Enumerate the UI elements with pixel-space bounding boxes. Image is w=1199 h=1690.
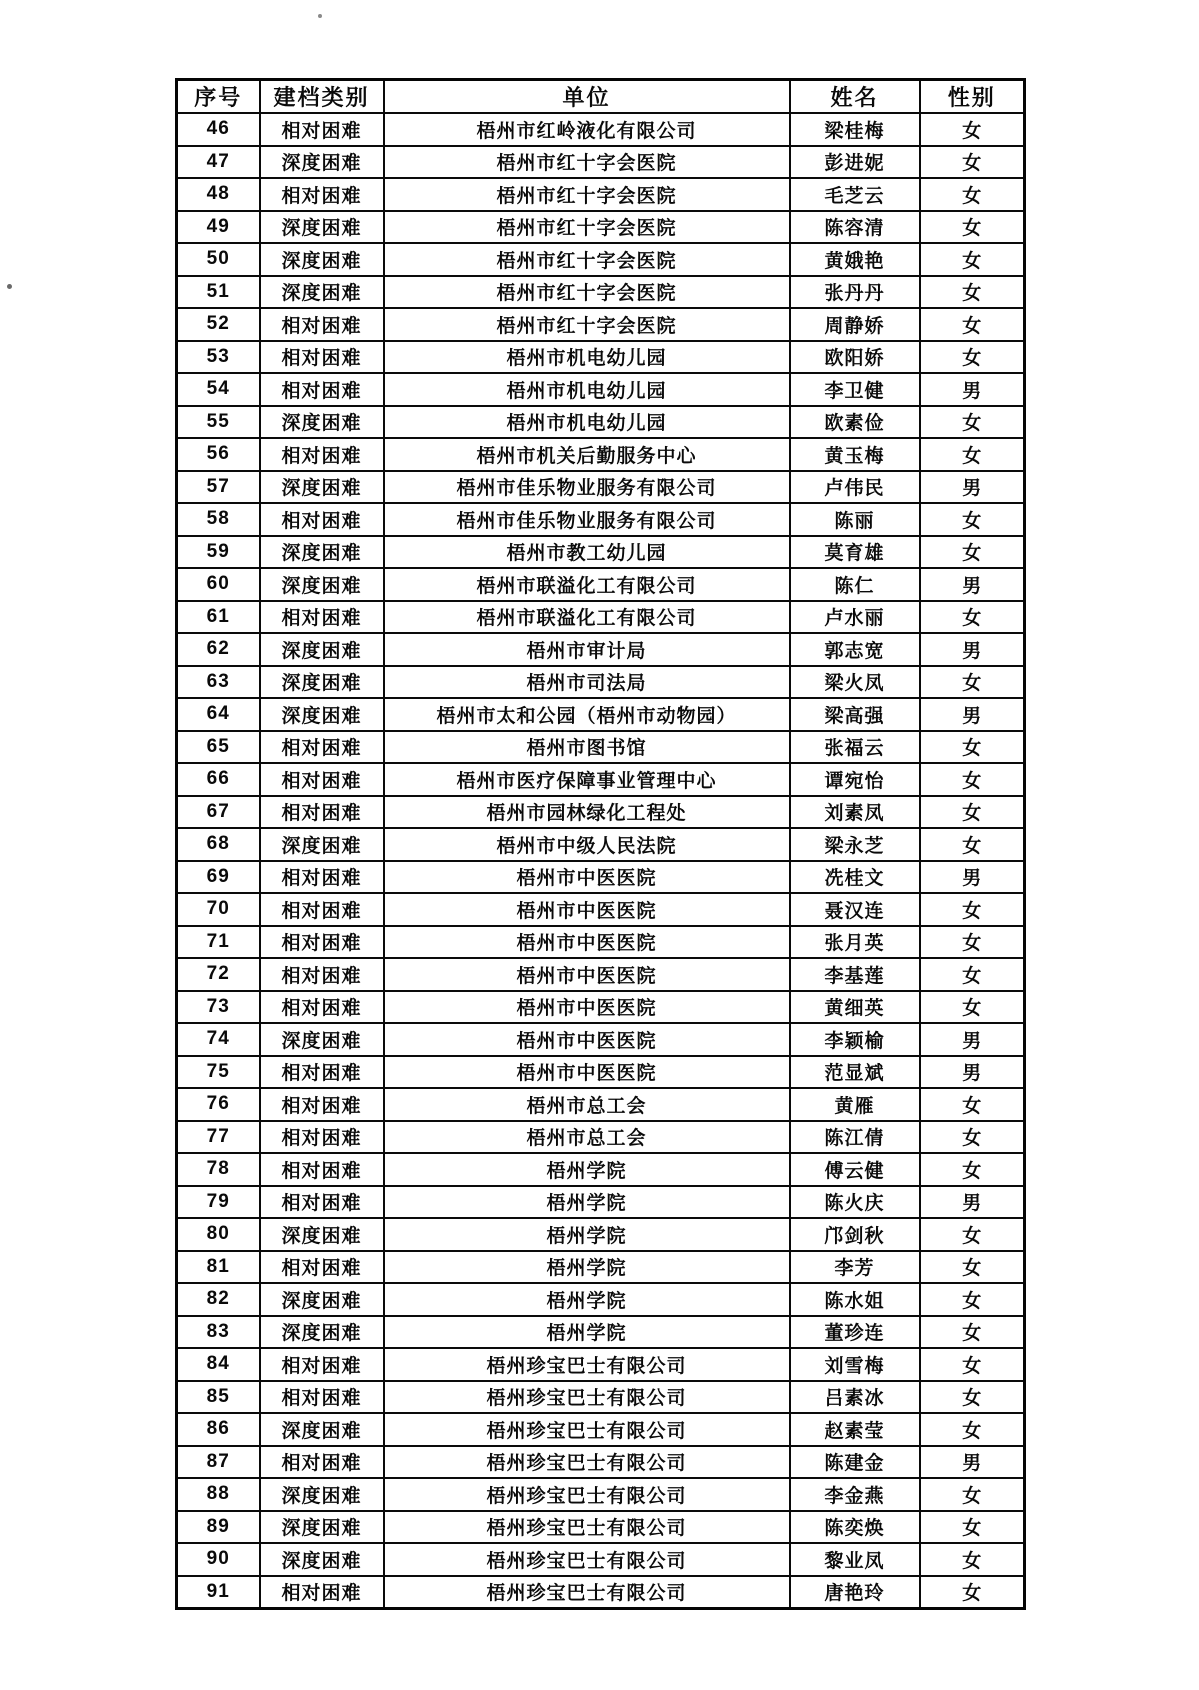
cell-gender: 男 <box>920 698 1025 731</box>
cell-unit: 梧州市审计局 <box>384 633 790 666</box>
cell-category: 相对困难 <box>260 308 384 341</box>
table-row <box>177 698 1025 731</box>
table-row <box>177 828 1025 861</box>
cell-category: 相对困难 <box>260 1381 384 1414</box>
cell-name: 黄娥艳 <box>790 243 920 276</box>
cell-category: 相对困难 <box>260 893 384 926</box>
table-row <box>177 536 1025 569</box>
cell-index: 83 <box>177 1316 260 1349</box>
cell-unit: 梧州市中医医院 <box>384 958 790 991</box>
cell-category: 相对困难 <box>260 1153 384 1186</box>
cell-unit: 梧州市红十字会医院 <box>384 243 790 276</box>
cell-category: 相对困难 <box>260 601 384 634</box>
table-row <box>177 341 1025 374</box>
cell-name: 李颖榆 <box>790 1023 920 1056</box>
cell-category: 深度困难 <box>260 536 384 569</box>
cell-index: 53 <box>177 341 260 374</box>
table-row <box>177 471 1025 504</box>
cell-unit: 梧州市红十字会医院 <box>384 146 790 179</box>
cell-category: 深度困难 <box>260 698 384 731</box>
cell-category: 相对困难 <box>260 438 384 471</box>
cell-gender: 男 <box>920 373 1025 406</box>
cell-gender: 男 <box>920 1186 1025 1219</box>
cell-category: 深度困难 <box>260 568 384 601</box>
cell-name: 谭宛怡 <box>790 763 920 796</box>
cell-index: 64 <box>177 698 260 731</box>
cell-name: 莫育雄 <box>790 536 920 569</box>
cell-gender: 女 <box>920 828 1025 861</box>
cell-gender: 女 <box>920 146 1025 179</box>
cell-gender: 女 <box>920 1478 1025 1511</box>
cell-name: 范显斌 <box>790 1056 920 1089</box>
cell-category: 相对困难 <box>260 373 384 406</box>
cell-gender: 女 <box>920 1511 1025 1544</box>
cell-index: 78 <box>177 1153 260 1186</box>
cell-category: 深度困难 <box>260 1218 384 1251</box>
cell-gender: 女 <box>920 341 1025 374</box>
cell-index: 54 <box>177 373 260 406</box>
cell-index: 89 <box>177 1511 260 1544</box>
cell-category: 深度困难 <box>260 1316 384 1349</box>
cell-name: 张丹丹 <box>790 276 920 309</box>
cell-category: 深度困难 <box>260 1023 384 1056</box>
cell-index: 91 <box>177 1576 260 1609</box>
table-row <box>177 1381 1025 1414</box>
cell-index: 73 <box>177 991 260 1024</box>
cell-name: 李卫健 <box>790 373 920 406</box>
cell-index: 84 <box>177 1348 260 1381</box>
cell-category: 相对困难 <box>260 958 384 991</box>
cell-category: 深度困难 <box>260 1478 384 1511</box>
cell-category: 相对困难 <box>260 991 384 1024</box>
cell-unit: 梧州市太和公园（梧州市动物园） <box>384 698 790 731</box>
cell-gender: 女 <box>920 893 1025 926</box>
table-row <box>177 796 1025 829</box>
cell-gender: 女 <box>920 1121 1025 1154</box>
cell-category: 相对困难 <box>260 1121 384 1154</box>
cell-name: 彭进妮 <box>790 146 920 179</box>
cell-name: 陈奕焕 <box>790 1511 920 1544</box>
table-row <box>177 178 1025 211</box>
cell-index: 62 <box>177 633 260 666</box>
cell-gender: 女 <box>920 991 1025 1024</box>
table-row <box>177 1056 1025 1089</box>
cell-gender: 女 <box>920 958 1025 991</box>
cell-unit: 梧州市中医医院 <box>384 861 790 894</box>
cell-index: 82 <box>177 1283 260 1316</box>
cell-category: 相对困难 <box>260 1088 384 1121</box>
cell-category: 相对困难 <box>260 796 384 829</box>
cell-unit: 梧州珍宝巴士有限公司 <box>384 1576 790 1609</box>
cell-unit: 梧州珍宝巴士有限公司 <box>384 1543 790 1576</box>
cell-index: 87 <box>177 1446 260 1479</box>
cell-gender: 女 <box>920 1413 1025 1446</box>
cell-name: 卢水丽 <box>790 601 920 634</box>
cell-index: 55 <box>177 406 260 439</box>
cell-name: 李金燕 <box>790 1478 920 1511</box>
cell-name: 邝剑秋 <box>790 1218 920 1251</box>
scan-speck <box>318 14 322 18</box>
cell-gender: 女 <box>920 276 1025 309</box>
cell-unit: 梧州学院 <box>384 1186 790 1219</box>
cell-unit: 梧州市红十字会医院 <box>384 276 790 309</box>
cell-gender: 女 <box>920 211 1025 244</box>
column-header-unit: 单位 <box>384 80 790 114</box>
cell-index: 72 <box>177 958 260 991</box>
cell-unit: 梧州市总工会 <box>384 1121 790 1154</box>
table-row <box>177 211 1025 244</box>
cell-gender: 女 <box>920 731 1025 764</box>
cell-name: 陈水姐 <box>790 1283 920 1316</box>
cell-index: 76 <box>177 1088 260 1121</box>
cell-name: 刘雪梅 <box>790 1348 920 1381</box>
cell-name: 欧阳娇 <box>790 341 920 374</box>
table-row <box>177 763 1025 796</box>
cell-category: 深度困难 <box>260 666 384 699</box>
cell-unit: 梧州市机电幼儿园 <box>384 406 790 439</box>
table-row <box>177 1316 1025 1349</box>
cell-gender: 女 <box>920 406 1025 439</box>
cell-name: 李芳 <box>790 1251 920 1284</box>
cell-gender: 女 <box>920 503 1025 536</box>
table-row <box>177 308 1025 341</box>
cell-index: 50 <box>177 243 260 276</box>
cell-index: 67 <box>177 796 260 829</box>
table-row <box>177 893 1025 926</box>
cell-gender: 女 <box>920 796 1025 829</box>
cell-unit: 梧州市总工会 <box>384 1088 790 1121</box>
cell-index: 46 <box>177 113 260 146</box>
roster-table-grid <box>175 78 1026 1610</box>
cell-gender: 女 <box>920 1251 1025 1284</box>
cell-gender: 女 <box>920 113 1025 146</box>
cell-category: 相对困难 <box>260 763 384 796</box>
table-row <box>177 243 1025 276</box>
cell-name: 李基莲 <box>790 958 920 991</box>
cell-category: 相对困难 <box>260 503 384 536</box>
cell-name: 陈火庆 <box>790 1186 920 1219</box>
cell-name: 黄细英 <box>790 991 920 1024</box>
cell-name: 陈江倩 <box>790 1121 920 1154</box>
cell-category: 深度困难 <box>260 828 384 861</box>
cell-index: 65 <box>177 731 260 764</box>
cell-unit: 梧州市司法局 <box>384 666 790 699</box>
table-row <box>177 568 1025 601</box>
cell-unit: 梧州学院 <box>384 1251 790 1284</box>
cell-category: 相对困难 <box>260 861 384 894</box>
cell-index: 59 <box>177 536 260 569</box>
cell-index: 74 <box>177 1023 260 1056</box>
cell-category: 深度困难 <box>260 243 384 276</box>
cell-unit: 梧州学院 <box>384 1218 790 1251</box>
cell-gender: 女 <box>920 243 1025 276</box>
cell-name: 梁永芝 <box>790 828 920 861</box>
cell-category: 相对困难 <box>260 926 384 959</box>
cell-unit: 梧州珍宝巴士有限公司 <box>384 1381 790 1414</box>
table-row <box>177 1218 1025 1251</box>
cell-unit: 梧州学院 <box>384 1153 790 1186</box>
table-row <box>177 113 1025 146</box>
cell-unit: 梧州学院 <box>384 1283 790 1316</box>
table-row <box>177 373 1025 406</box>
cell-unit: 梧州市机关后勤服务中心 <box>384 438 790 471</box>
cell-unit: 梧州市教工幼儿园 <box>384 536 790 569</box>
table-row <box>177 1348 1025 1381</box>
table-row <box>177 633 1025 666</box>
cell-index: 90 <box>177 1543 260 1576</box>
cell-gender: 女 <box>920 1543 1025 1576</box>
cell-name: 周静娇 <box>790 308 920 341</box>
cell-category: 深度困难 <box>260 1511 384 1544</box>
cell-index: 63 <box>177 666 260 699</box>
cell-gender: 女 <box>920 1316 1025 1349</box>
column-header-name: 姓名 <box>790 80 920 114</box>
table-row <box>177 926 1025 959</box>
cell-name: 赵素莹 <box>790 1413 920 1446</box>
table-body <box>177 113 1025 1609</box>
cell-unit: 梧州市联溢化工有限公司 <box>384 568 790 601</box>
table-header-row <box>177 80 1025 114</box>
table-row <box>177 666 1025 699</box>
cell-unit: 梧州市中医医院 <box>384 991 790 1024</box>
table-row <box>177 1478 1025 1511</box>
table-row <box>177 1543 1025 1576</box>
table-row <box>177 991 1025 1024</box>
cell-index: 66 <box>177 763 260 796</box>
cell-name: 陈丽 <box>790 503 920 536</box>
table-row <box>177 146 1025 179</box>
table-row <box>177 1121 1025 1154</box>
table-row <box>177 406 1025 439</box>
table-row <box>177 1446 1025 1479</box>
cell-unit: 梧州市图书馆 <box>384 731 790 764</box>
table-row <box>177 1576 1025 1609</box>
table-row <box>177 1413 1025 1446</box>
cell-gender: 男 <box>920 1023 1025 1056</box>
cell-index: 86 <box>177 1413 260 1446</box>
cell-category: 相对困难 <box>260 1446 384 1479</box>
cell-index: 61 <box>177 601 260 634</box>
cell-unit: 梧州市医疗保障事业管理中心 <box>384 763 790 796</box>
cell-category: 相对困难 <box>260 1186 384 1219</box>
table-row <box>177 958 1025 991</box>
cell-unit: 梧州市中医医院 <box>384 893 790 926</box>
cell-unit: 梧州市中医医院 <box>384 1023 790 1056</box>
table-row <box>177 1511 1025 1544</box>
roster-table <box>175 78 1023 1610</box>
cell-index: 80 <box>177 1218 260 1251</box>
cell-name: 梁火凤 <box>790 666 920 699</box>
cell-category: 深度困难 <box>260 1283 384 1316</box>
cell-index: 81 <box>177 1251 260 1284</box>
cell-category: 深度困难 <box>260 1543 384 1576</box>
cell-category: 相对困难 <box>260 178 384 211</box>
table-row <box>177 601 1025 634</box>
cell-gender: 女 <box>920 666 1025 699</box>
cell-unit: 梧州市园林绿化工程处 <box>384 796 790 829</box>
cell-unit: 梧州市机电幼儿园 <box>384 341 790 374</box>
cell-gender: 女 <box>920 1283 1025 1316</box>
cell-unit: 梧州市佳乐物业服务有限公司 <box>384 471 790 504</box>
cell-unit: 梧州市中医医院 <box>384 926 790 959</box>
cell-index: 75 <box>177 1056 260 1089</box>
cell-gender: 男 <box>920 633 1025 666</box>
cell-category: 相对困难 <box>260 1576 384 1609</box>
cell-unit: 梧州市机电幼儿园 <box>384 373 790 406</box>
cell-gender: 女 <box>920 601 1025 634</box>
cell-name: 唐艳玲 <box>790 1576 920 1609</box>
cell-category: 相对困难 <box>260 1251 384 1284</box>
cell-name: 梁桂梅 <box>790 113 920 146</box>
cell-gender: 男 <box>920 1446 1025 1479</box>
cell-name: 冼桂文 <box>790 861 920 894</box>
cell-unit: 梧州珍宝巴士有限公司 <box>384 1511 790 1544</box>
cell-index: 79 <box>177 1186 260 1219</box>
cell-name: 郭志宽 <box>790 633 920 666</box>
table-row <box>177 1153 1025 1186</box>
cell-gender: 女 <box>920 926 1025 959</box>
cell-gender: 男 <box>920 1056 1025 1089</box>
column-header-gender: 性别 <box>920 80 1025 114</box>
table-row <box>177 1023 1025 1056</box>
cell-category: 深度困难 <box>260 1413 384 1446</box>
cell-unit: 梧州市红十字会医院 <box>384 178 790 211</box>
cell-name: 聂汉连 <box>790 893 920 926</box>
cell-category: 深度困难 <box>260 276 384 309</box>
cell-category: 相对困难 <box>260 1056 384 1089</box>
cell-name: 黄玉梅 <box>790 438 920 471</box>
cell-gender: 男 <box>920 861 1025 894</box>
cell-index: 58 <box>177 503 260 536</box>
cell-gender: 女 <box>920 308 1025 341</box>
column-header-index: 序号 <box>177 80 260 114</box>
cell-index: 56 <box>177 438 260 471</box>
table-row <box>177 1088 1025 1121</box>
cell-index: 70 <box>177 893 260 926</box>
cell-unit: 梧州珍宝巴士有限公司 <box>384 1413 790 1446</box>
cell-index: 77 <box>177 1121 260 1154</box>
cell-category: 深度困难 <box>260 633 384 666</box>
cell-category: 相对困难 <box>260 341 384 374</box>
cell-name: 吕素冰 <box>790 1381 920 1414</box>
cell-unit: 梧州珍宝巴士有限公司 <box>384 1348 790 1381</box>
table-row <box>177 503 1025 536</box>
cell-category: 相对困难 <box>260 1348 384 1381</box>
cell-gender: 女 <box>920 178 1025 211</box>
cell-name: 卢伟民 <box>790 471 920 504</box>
cell-category: 相对困难 <box>260 113 384 146</box>
cell-index: 69 <box>177 861 260 894</box>
cell-name: 陈容清 <box>790 211 920 244</box>
cell-unit: 梧州市佳乐物业服务有限公司 <box>384 503 790 536</box>
cell-unit: 梧州市红十字会医院 <box>384 308 790 341</box>
cell-index: 60 <box>177 568 260 601</box>
cell-name: 黄雁 <box>790 1088 920 1121</box>
cell-unit: 梧州学院 <box>384 1316 790 1349</box>
cell-index: 57 <box>177 471 260 504</box>
cell-unit: 梧州市中医医院 <box>384 1056 790 1089</box>
cell-name: 梁高强 <box>790 698 920 731</box>
cell-gender: 女 <box>920 1381 1025 1414</box>
table-row <box>177 276 1025 309</box>
cell-unit: 梧州珍宝巴士有限公司 <box>384 1446 790 1479</box>
cell-name: 刘素凤 <box>790 796 920 829</box>
table-row <box>177 1186 1025 1219</box>
column-header-category: 建档类别 <box>260 80 384 114</box>
cell-name: 陈建金 <box>790 1446 920 1479</box>
cell-index: 88 <box>177 1478 260 1511</box>
cell-index: 51 <box>177 276 260 309</box>
cell-gender: 女 <box>920 1218 1025 1251</box>
cell-name: 张月英 <box>790 926 920 959</box>
cell-name: 欧素俭 <box>790 406 920 439</box>
cell-category: 深度困难 <box>260 471 384 504</box>
cell-gender: 女 <box>920 438 1025 471</box>
cell-gender: 女 <box>920 1348 1025 1381</box>
cell-gender: 男 <box>920 471 1025 504</box>
table-row <box>177 1283 1025 1316</box>
cell-name: 陈仁 <box>790 568 920 601</box>
cell-gender: 男 <box>920 568 1025 601</box>
cell-name: 张福云 <box>790 731 920 764</box>
cell-category: 相对困难 <box>260 731 384 764</box>
table-row <box>177 861 1025 894</box>
cell-index: 85 <box>177 1381 260 1414</box>
cell-gender: 女 <box>920 1576 1025 1609</box>
cell-index: 71 <box>177 926 260 959</box>
table-row <box>177 1251 1025 1284</box>
table-row <box>177 438 1025 471</box>
cell-unit: 梧州珍宝巴士有限公司 <box>384 1478 790 1511</box>
table-row <box>177 731 1025 764</box>
cell-name: 傅云健 <box>790 1153 920 1186</box>
cell-index: 49 <box>177 211 260 244</box>
cell-unit: 梧州市红十字会医院 <box>384 211 790 244</box>
cell-index: 48 <box>177 178 260 211</box>
cell-category: 深度困难 <box>260 211 384 244</box>
cell-gender: 女 <box>920 763 1025 796</box>
cell-index: 52 <box>177 308 260 341</box>
cell-name: 董珍连 <box>790 1316 920 1349</box>
cell-gender: 女 <box>920 1153 1025 1186</box>
cell-category: 深度困难 <box>260 406 384 439</box>
cell-gender: 女 <box>920 1088 1025 1121</box>
cell-name: 黎业凤 <box>790 1543 920 1576</box>
cell-index: 68 <box>177 828 260 861</box>
cell-unit: 梧州市中级人民法院 <box>384 828 790 861</box>
cell-gender: 女 <box>920 536 1025 569</box>
cell-unit: 梧州市红岭液化有限公司 <box>384 113 790 146</box>
cell-name: 毛芝云 <box>790 178 920 211</box>
cell-unit: 梧州市联溢化工有限公司 <box>384 601 790 634</box>
cell-index: 47 <box>177 146 260 179</box>
scan-speck <box>7 284 12 289</box>
cell-category: 深度困难 <box>260 146 384 179</box>
